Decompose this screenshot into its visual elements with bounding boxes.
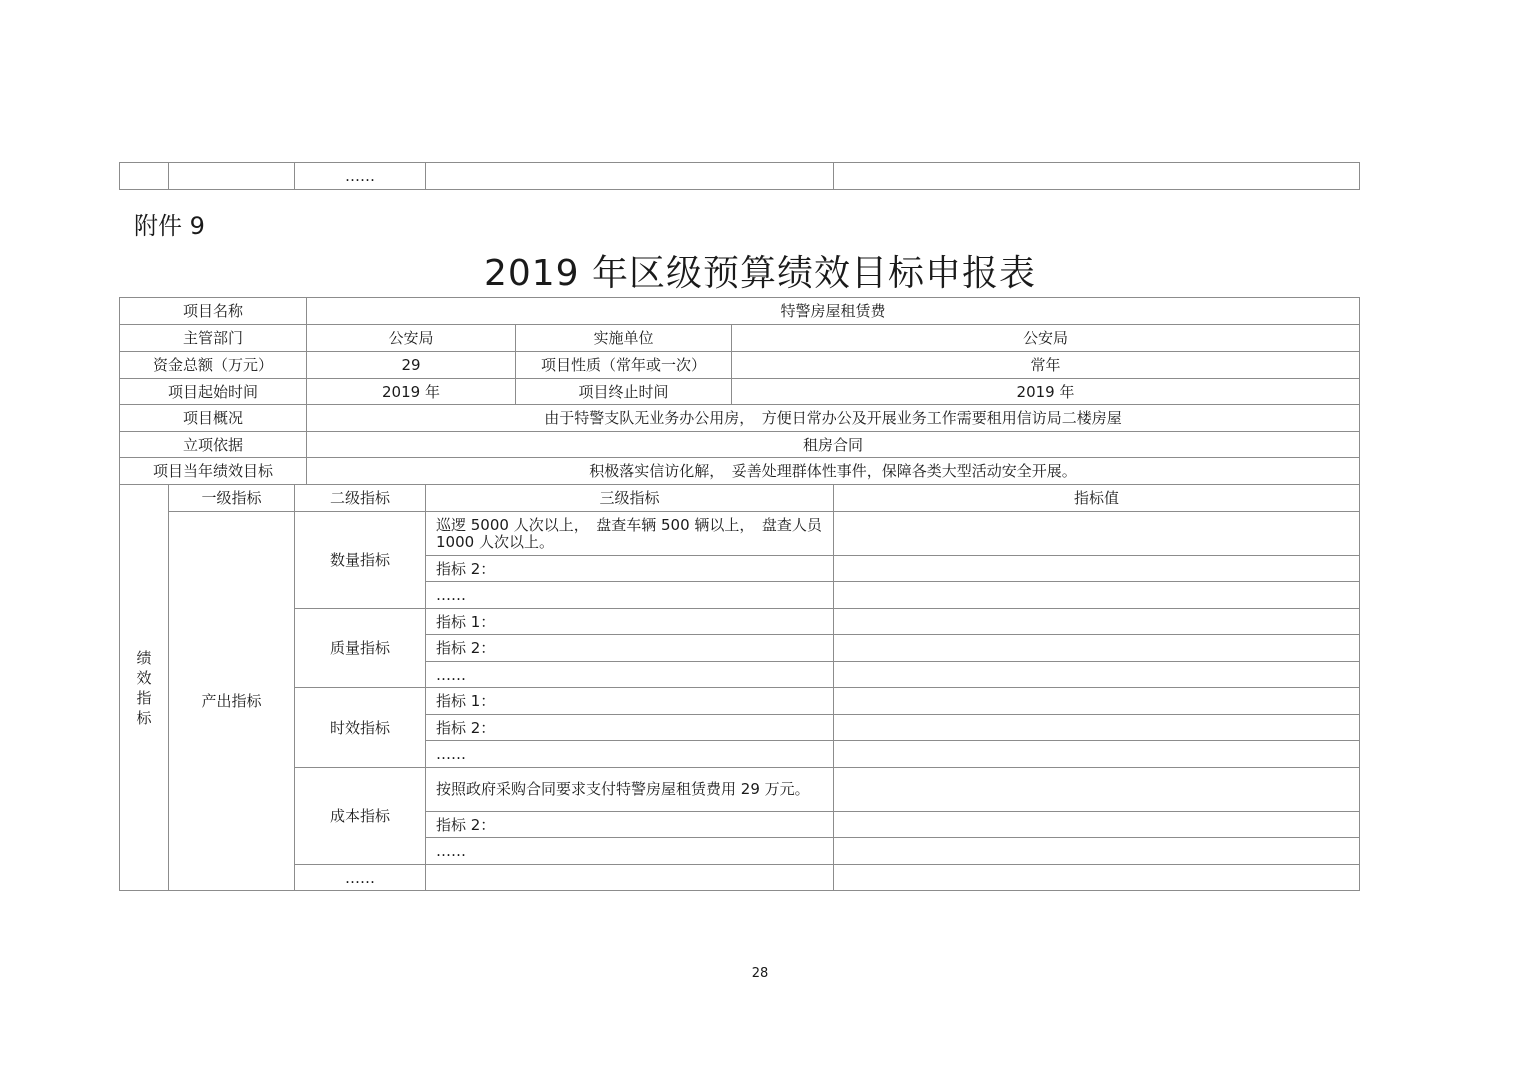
start-value: 2019 年 bbox=[307, 379, 516, 405]
cost-value-3 bbox=[834, 838, 1360, 865]
overview-label: 项目概况 bbox=[120, 405, 307, 432]
quality-label: 质量指标 bbox=[295, 609, 426, 688]
nature-label: 项目性质（常年或一次） bbox=[516, 352, 732, 379]
quality-item-2: 指标 2： bbox=[426, 635, 834, 662]
end-value: 2019 年 bbox=[732, 379, 1360, 405]
level1-output: 产出指标 bbox=[169, 512, 295, 891]
cost-value-2 bbox=[834, 812, 1360, 838]
quality-value-2 bbox=[834, 635, 1360, 662]
quantity-item-2: 指标 2： bbox=[426, 556, 834, 582]
header-value: 指标值 bbox=[834, 485, 1360, 512]
fund-value: 29 bbox=[307, 352, 516, 379]
impl-label: 实施单位 bbox=[516, 325, 732, 352]
quantity-label: 数量指标 bbox=[295, 512, 426, 609]
quantity-value-1 bbox=[834, 512, 1360, 556]
page-number: 28 bbox=[751, 966, 769, 981]
cost-item-2: 指标 2： bbox=[426, 812, 834, 838]
end-label: 项目终止时间 bbox=[516, 379, 732, 405]
dept-value: 公安局 bbox=[307, 325, 516, 352]
more-indicators: …… bbox=[295, 865, 426, 891]
perf-side-label: 绩 效 指 标 bbox=[120, 485, 169, 891]
quantity-value-2 bbox=[834, 556, 1360, 582]
cost-value-1 bbox=[834, 768, 1360, 812]
project-info-table bbox=[119, 297, 1360, 485]
nature-value: 常年 bbox=[732, 352, 1360, 379]
attachment-label: 附件 9 bbox=[134, 212, 205, 240]
quality-value-1 bbox=[834, 609, 1360, 635]
impl-value: 公安局 bbox=[732, 325, 1360, 352]
more-item bbox=[426, 865, 834, 891]
fragment-cell bbox=[834, 163, 1360, 190]
project-name-value: 特警房屋租赁费 bbox=[307, 298, 1360, 325]
fragment-cell bbox=[426, 163, 834, 190]
goal-value: 积极落实信访化解， 妥善处理群体性事件，保障各类大型活动安全开展。 bbox=[307, 458, 1360, 485]
timeliness-value-3 bbox=[834, 741, 1360, 768]
timeliness-item-2: 指标 2： bbox=[426, 715, 834, 741]
fund-label: 资金总额（万元） bbox=[120, 352, 307, 379]
performance-table bbox=[119, 484, 1360, 891]
basis-value: 租房合同 bbox=[307, 432, 1360, 458]
header-level2: 二级指标 bbox=[295, 485, 426, 512]
fragment-cell bbox=[120, 163, 169, 190]
quality-value-3 bbox=[834, 662, 1360, 688]
quantity-item-3: …… bbox=[426, 582, 834, 609]
project-name-label: 项目名称 bbox=[120, 298, 307, 325]
overview-value: 由于特警支队无业务办公用房， 方便日常办公及开展业务工作需要租用信访局二楼房屋 bbox=[307, 405, 1360, 432]
quality-item-3: …… bbox=[426, 662, 834, 688]
timeliness-value-2 bbox=[834, 715, 1360, 741]
cost-label: 成本指标 bbox=[295, 768, 426, 865]
cost-item-3: …… bbox=[426, 838, 834, 865]
previous-table-fragment bbox=[119, 162, 1360, 190]
timeliness-value-1 bbox=[834, 688, 1360, 715]
dept-label: 主管部门 bbox=[120, 325, 307, 352]
quality-item-1: 指标 1： bbox=[426, 609, 834, 635]
quantity-value-3 bbox=[834, 582, 1360, 609]
fragment-cell bbox=[169, 163, 295, 190]
more-value bbox=[834, 865, 1360, 891]
start-label: 项目起始时间 bbox=[120, 379, 307, 405]
header-level1: 一级指标 bbox=[169, 485, 295, 512]
timeliness-label: 时效指标 bbox=[295, 688, 426, 768]
basis-label: 立项依据 bbox=[120, 432, 307, 458]
timeliness-item-1: 指标 1： bbox=[426, 688, 834, 715]
cost-item-1: 按照政府采购合同要求支付特警房屋租赁费用 29 万元。 bbox=[426, 768, 834, 812]
header-level3: 三级指标 bbox=[426, 485, 834, 512]
timeliness-item-3: …… bbox=[426, 741, 834, 768]
page-title: 2019 年区级预算绩效目标申报表 bbox=[483, 253, 1037, 294]
fragment-ellipsis: …… bbox=[295, 163, 426, 190]
quantity-item-1: 巡逻 5000 人次以上， 盘查车辆 500 辆以上， 盘查人员 1000 人次以上。 bbox=[426, 512, 834, 556]
goal-label: 项目当年绩效目标 bbox=[120, 458, 307, 485]
